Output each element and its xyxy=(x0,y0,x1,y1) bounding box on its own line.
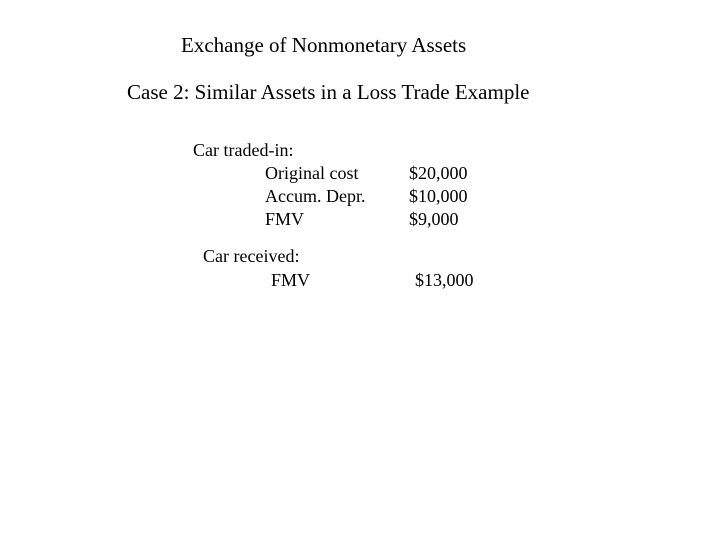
original-cost-value: $20,000 xyxy=(409,163,468,183)
original-cost-label: Original cost xyxy=(265,163,359,183)
traded-in-heading: Car traded-in: xyxy=(193,140,294,160)
accum-depr-label: Accum. Depr. xyxy=(265,186,366,206)
accum-depr-value: $10,000 xyxy=(409,186,468,206)
traded-in-fmv-label: FMV xyxy=(265,209,305,229)
traded-in-fmv-value: $9,000 xyxy=(409,209,459,229)
slide-subtitle: Case 2: Similar Assets in a Loss Trade Example xyxy=(127,80,530,104)
slide-title: Exchange of Nonmonetary Assets xyxy=(181,33,467,57)
received-heading: Car received: xyxy=(203,246,300,266)
received-fmv-value: $13,000 xyxy=(415,270,474,290)
received-fmv-label: FMV xyxy=(271,270,311,290)
